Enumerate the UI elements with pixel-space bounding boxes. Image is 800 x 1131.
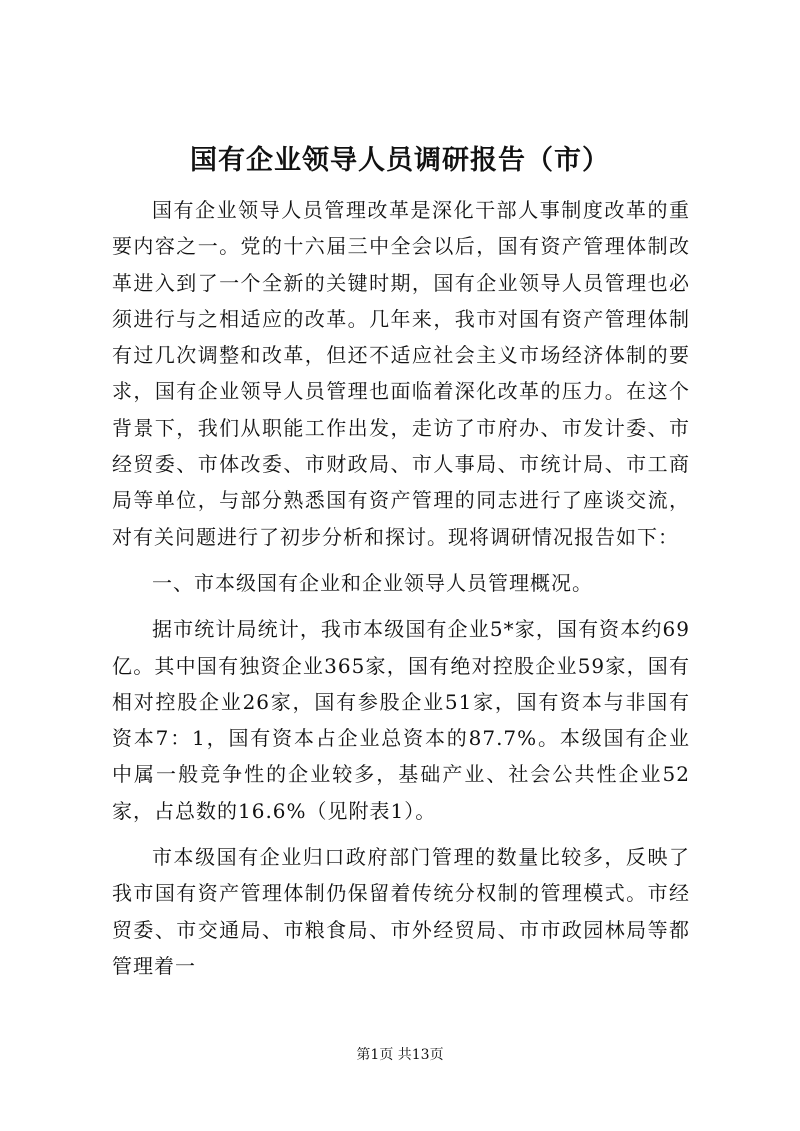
paragraph-intro: 国有企业领导人员管理改革是深化干部人事制度改革的重要内容之一。党的十六届三中全会以后，国有资产管理体制改革进入到了一个全新的关键时期，国有企业领导人员管理也必须进行与之相适应的改革。几年来，我市对国有资产管理体制有过几次调整和改革，但还不适应社会主义市场经济体制的要求，国有企业领导人员管理也面临着深化改革的压力。在这个背景下，我们从职能工作出发，走访了市府办、市发计委、市经贸委、市体改委、市财政局、市人事局、市统计局、市工商局等单位，与部分熟悉国有资产管理的同志进行了座谈交流，对有关问题进行了初步分析和探讨。现将调研情况报告如下： (112, 198, 690, 549)
document-title: 国有企业领导人员调研报告（市） (190, 145, 610, 176)
page-number-footer: 第1页 共13页 (356, 1047, 444, 1063)
document-body (112, 192, 690, 994)
section-heading: 一、市本级国有企业和企业领导人员管理概况。 (152, 570, 593, 595)
paragraph-management: 市本级国有企业归口政府部门管理的数量比较多，反映了我市国有资产管理体制仍保留着传统分权制的管理模式。市经贸委、市交通局、市粮食局、市外经贸局、市市政园林局等都管理着一 (112, 845, 690, 978)
paragraph-statistics: 据市统计局统计，我市本级国有企业5*家，国有资本约69亿。其中国有独资企业365家，国有绝对控股企业59家，国有相对控股企业26家，国有参股企业51家，国有资本与非国有资本7：1，国有资本占企业总资本的87.7%。本级国有企业中属一般竞争性的企业较多，基础产业、社会公共性企业52家，占总数的16.6%（见附表1）。 (112, 617, 690, 823)
